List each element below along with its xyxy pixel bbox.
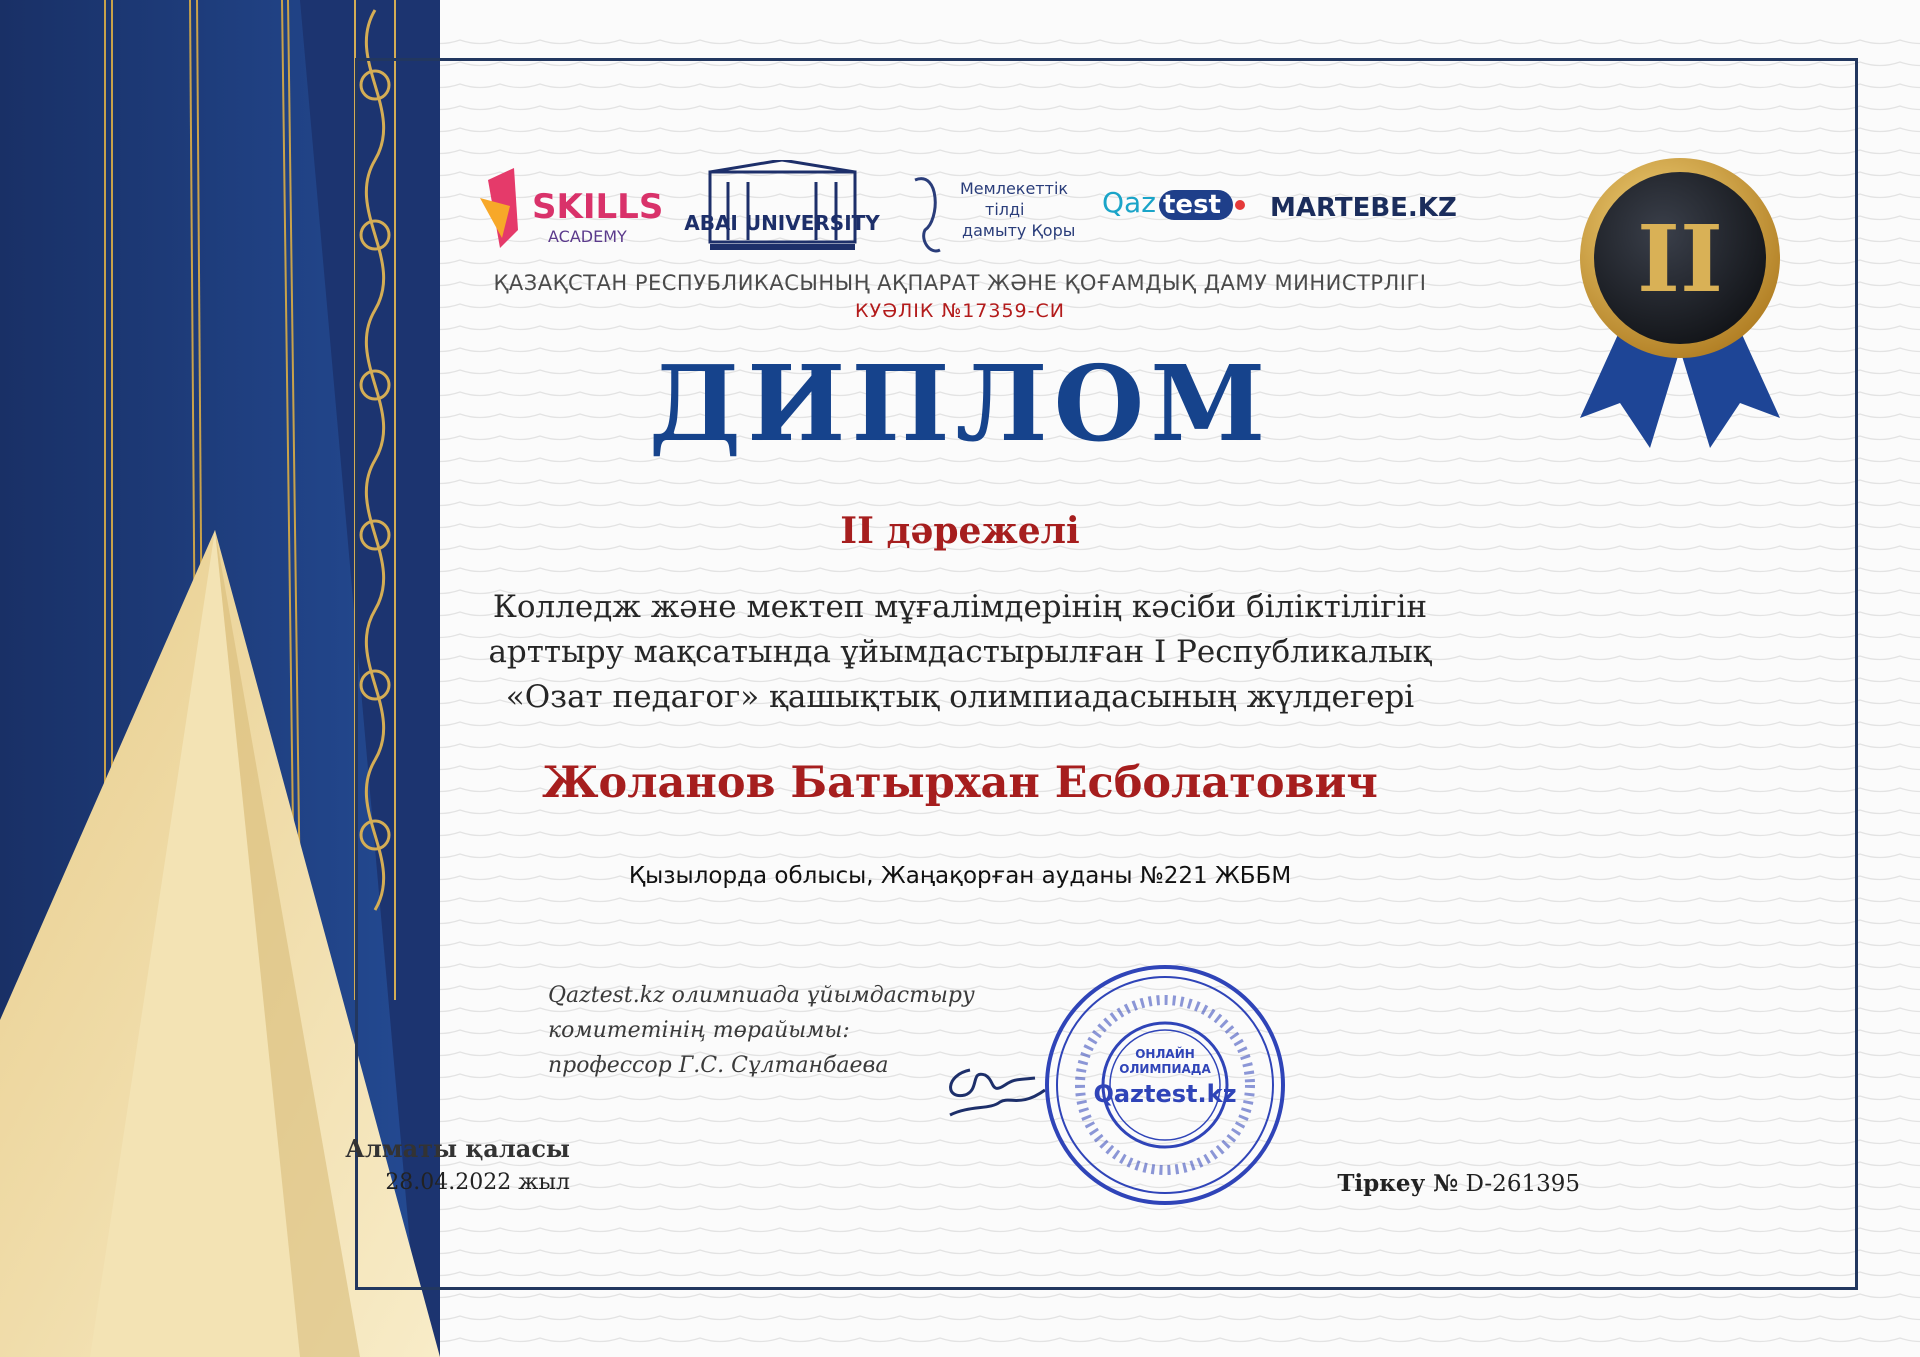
ministry-heading: ҚАЗАҚСТАН РЕСПУБЛИКАСЫНЫҢ АҚПАРАТ ЖӘНЕ ҚОҒАМДЫҚ ДАМУ МИНИСТРЛІГІ (493, 271, 1427, 295)
martebe-logo: MARTEBE.KZ (1270, 193, 1457, 223)
skills-academy-logo (480, 168, 663, 248)
committee-line-1: Qaztest.kz олимпиада ұйымдастыру (548, 983, 975, 1008)
abai-label: ABAI UNIVERSITY (684, 211, 880, 235)
recipient-school: Қызылорда облысы, Жаңақорған ауданы №221 ЖББМ (628, 863, 1292, 889)
qaztest-part2: test (1163, 190, 1221, 220)
issue-date: 28.04.2022 жыл (385, 1170, 570, 1195)
fund-line3: дамыту Қоры (962, 221, 1076, 240)
stamp-line2: ОЛИМПИАДА (1119, 1062, 1211, 1076)
wave-line (340, 1316, 1920, 1320)
abai-university-logo (684, 160, 880, 250)
skills-label: SKILLS (532, 187, 664, 227)
stamp-line1: ОНЛАЙН (1135, 1047, 1195, 1061)
medal-label: II (1636, 205, 1724, 313)
award-description (430, 585, 1490, 720)
fund-line1: Мемлекеттік (960, 179, 1069, 198)
second-place-medal (1560, 158, 1800, 458)
description-line-3: «Озат педагог» қашықтық олимпиадасының жүлдегері (505, 679, 1415, 715)
language-fund-logo (915, 179, 1075, 251)
license-number: КУӘЛІК №17359-СИ (855, 300, 1065, 322)
fund-line2: тілді (985, 200, 1025, 219)
registration-label: Тіркеу № (1337, 1170, 1459, 1197)
issue-city: Алматы қаласы (345, 1134, 570, 1163)
committee-line-3: профессор Г.С. Сұлтанбаева (548, 1053, 889, 1078)
qaztest-logo (1102, 186, 1245, 220)
registration-value: D-261395 (1465, 1171, 1580, 1197)
description-line-2: арттыру мақсатында ұйымдастырылған І Республикалық (488, 634, 1432, 670)
wave-line (340, 1294, 1920, 1298)
registration-number (1240, 1170, 1580, 1197)
academy-label: ACADEMY (548, 227, 627, 246)
degree-label: ІІ дәрежелі (840, 510, 1080, 552)
qaztest-part1: Qaz (1102, 186, 1156, 219)
wave-line (340, 1338, 1920, 1342)
stamp-brand: Qaztest.kz (1093, 1080, 1237, 1108)
diploma-title: ДИПЛОМ (648, 342, 1272, 465)
wave-line (340, 40, 1920, 44)
recipient-name: Жоланов Батырхан Есболатович (542, 758, 1378, 808)
partner-logos (470, 160, 1470, 270)
description-line-1: Колледж және мектеп мұғалімдерінің кәсіби біліктілігін (492, 589, 1428, 625)
committee-line-2: комитетінің төрайымы: (548, 1018, 850, 1043)
